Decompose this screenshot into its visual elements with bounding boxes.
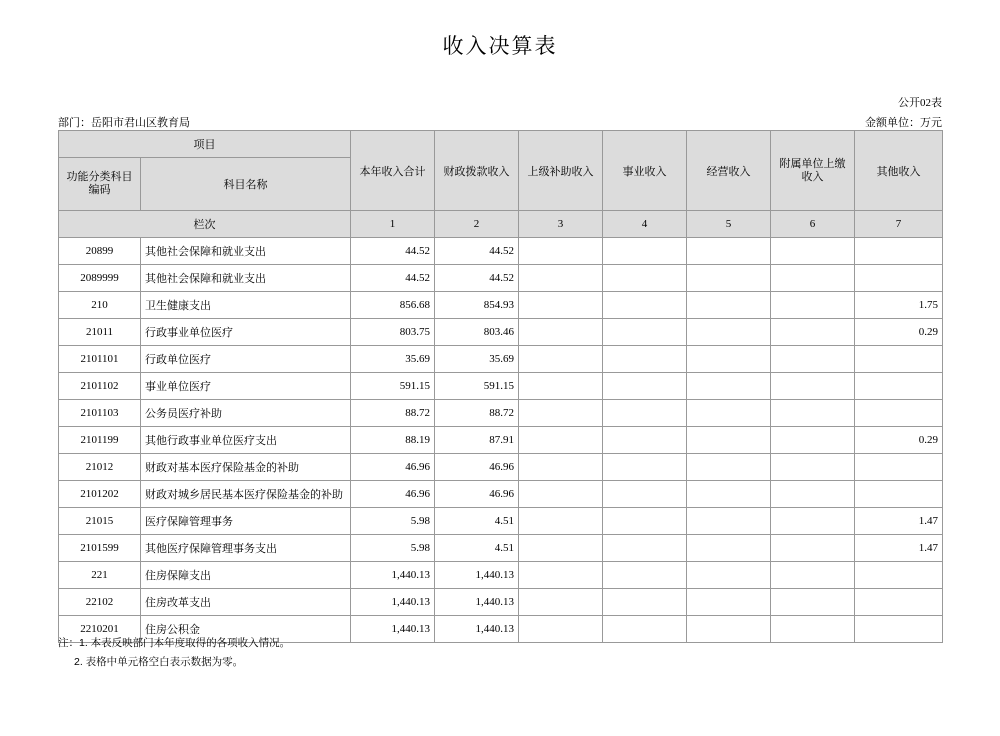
cell-value-4 xyxy=(603,616,687,643)
cell-subject-name: 行政单位医疗 xyxy=(141,346,351,373)
cell-value-5 xyxy=(687,400,771,427)
cell-value-5 xyxy=(687,346,771,373)
cell-value-1: 88.19 xyxy=(351,427,435,454)
cell-value-6 xyxy=(771,265,855,292)
cell-value-3 xyxy=(519,373,603,400)
cell-value-3 xyxy=(519,292,603,319)
cell-value-1: 35.69 xyxy=(351,346,435,373)
table-row xyxy=(59,454,943,481)
cell-func-code: 2101102 xyxy=(59,373,141,400)
cell-value-4 xyxy=(603,238,687,265)
cell-value-3 xyxy=(519,616,603,643)
cell-value-4 xyxy=(603,319,687,346)
col-number-6: 6 xyxy=(771,211,855,238)
cell-func-code: 2210201 xyxy=(59,616,141,643)
cell-value-4 xyxy=(603,346,687,373)
table-notes xyxy=(58,634,290,672)
cell-subject-name: 其他社会保障和就业支出 xyxy=(141,238,351,265)
header-col-1: 本年收入合计 xyxy=(351,131,435,211)
cell-value-6 xyxy=(771,454,855,481)
cell-value-7 xyxy=(855,481,943,508)
cell-func-code: 21015 xyxy=(59,508,141,535)
cell-func-code: 2101101 xyxy=(59,346,141,373)
cell-value-2: 44.52 xyxy=(435,238,519,265)
table-row xyxy=(59,238,943,265)
cell-value-3 xyxy=(519,319,603,346)
cell-value-5 xyxy=(687,292,771,319)
col-number-7: 7 xyxy=(855,211,943,238)
table-row xyxy=(59,562,943,589)
cell-value-5 xyxy=(687,508,771,535)
cell-value-7 xyxy=(855,454,943,481)
cell-subject-name: 卫生健康支出 xyxy=(141,292,351,319)
cell-value-3 xyxy=(519,454,603,481)
cell-value-6 xyxy=(771,319,855,346)
header-col-4: 事业收入 xyxy=(603,131,687,211)
cell-subject-name: 其他社会保障和就业支出 xyxy=(141,265,351,292)
cell-value-2: 87.91 xyxy=(435,427,519,454)
cell-subject-name: 事业单位医疗 xyxy=(141,373,351,400)
cell-value-4 xyxy=(603,265,687,292)
cell-func-code: 20899 xyxy=(59,238,141,265)
cell-value-6 xyxy=(771,535,855,562)
cell-func-code: 221 xyxy=(59,562,141,589)
cell-func-code: 2089999 xyxy=(59,265,141,292)
cell-subject-name: 住房公积金 xyxy=(141,616,351,643)
table-row xyxy=(59,319,943,346)
cell-value-1: 1,440.13 xyxy=(351,616,435,643)
cell-value-7 xyxy=(855,616,943,643)
table-row xyxy=(59,589,943,616)
cell-value-7: 1.47 xyxy=(855,535,943,562)
cell-value-5 xyxy=(687,562,771,589)
cell-subject-name: 财政对基本医疗保险基金的补助 xyxy=(141,454,351,481)
cell-value-2: 1,440.13 xyxy=(435,589,519,616)
cell-value-2: 1,440.13 xyxy=(435,616,519,643)
cell-value-7 xyxy=(855,562,943,589)
cell-subject-name: 行政事业单位医疗 xyxy=(141,319,351,346)
cell-func-code: 2101199 xyxy=(59,427,141,454)
cell-value-7 xyxy=(855,589,943,616)
cell-value-2: 803.46 xyxy=(435,319,519,346)
cell-value-3 xyxy=(519,400,603,427)
cell-subject-name: 公务员医疗补助 xyxy=(141,400,351,427)
cell-func-code: 210 xyxy=(59,292,141,319)
col-number-1: 1 xyxy=(351,211,435,238)
cell-subject-name: 住房保障支出 xyxy=(141,562,351,589)
cell-subject-name: 其他医疗保障管理事务支出 xyxy=(141,535,351,562)
cell-value-6 xyxy=(771,481,855,508)
col-number-3: 3 xyxy=(519,211,603,238)
cell-value-6 xyxy=(771,373,855,400)
cell-value-1: 44.52 xyxy=(351,265,435,292)
cell-value-3 xyxy=(519,238,603,265)
cell-value-3 xyxy=(519,346,603,373)
cell-value-5 xyxy=(687,454,771,481)
cell-value-6 xyxy=(771,346,855,373)
table-row xyxy=(59,508,943,535)
header-col-5: 经营收入 xyxy=(687,131,771,211)
cell-value-1: 44.52 xyxy=(351,238,435,265)
cell-value-2: 854.93 xyxy=(435,292,519,319)
cell-value-7: 1.47 xyxy=(855,508,943,535)
cell-value-7 xyxy=(855,400,943,427)
document-page xyxy=(0,30,1000,736)
header-func-code: 功能分类科目编码 xyxy=(59,158,141,211)
cell-value-2: 591.15 xyxy=(435,373,519,400)
cell-value-4 xyxy=(603,373,687,400)
col-number-4: 4 xyxy=(603,211,687,238)
header-group-item: 项目 xyxy=(59,131,351,158)
amount-unit-label: 金额单位：万元 xyxy=(865,117,942,129)
col-number-2: 2 xyxy=(435,211,519,238)
cell-value-4 xyxy=(603,481,687,508)
cell-value-6 xyxy=(771,562,855,589)
cell-value-4 xyxy=(603,292,687,319)
cell-value-7: 0.29 xyxy=(855,427,943,454)
cell-value-7 xyxy=(855,238,943,265)
cell-value-2: 4.51 xyxy=(435,508,519,535)
cell-value-1: 1,440.13 xyxy=(351,589,435,616)
cell-value-1: 88.72 xyxy=(351,400,435,427)
cell-value-4 xyxy=(603,400,687,427)
cell-value-4 xyxy=(603,589,687,616)
cell-func-code: 2101103 xyxy=(59,400,141,427)
table-row xyxy=(59,427,943,454)
header-col-7: 其他收入 xyxy=(855,131,943,211)
table-row xyxy=(59,481,943,508)
cell-value-3 xyxy=(519,427,603,454)
cell-value-4 xyxy=(603,508,687,535)
header-col-6: 附属单位上缴收入 xyxy=(771,131,855,211)
table-row xyxy=(59,265,943,292)
cell-subject-name: 住房改革支出 xyxy=(141,589,351,616)
cell-value-3 xyxy=(519,508,603,535)
cell-value-5 xyxy=(687,481,771,508)
cell-value-7: 0.29 xyxy=(855,319,943,346)
cell-value-1: 46.96 xyxy=(351,481,435,508)
cell-value-6 xyxy=(771,508,855,535)
cell-value-2: 88.72 xyxy=(435,400,519,427)
cell-value-1: 46.96 xyxy=(351,454,435,481)
cell-value-3 xyxy=(519,562,603,589)
cell-value-1: 5.98 xyxy=(351,535,435,562)
table-row xyxy=(59,373,943,400)
cell-value-1: 5.98 xyxy=(351,508,435,535)
cell-func-code: 21012 xyxy=(59,454,141,481)
header-subject-name: 科目名称 xyxy=(141,158,351,211)
cell-value-4 xyxy=(603,454,687,481)
cell-subject-name: 其他行政事业单位医疗支出 xyxy=(141,427,351,454)
cell-func-code: 22102 xyxy=(59,589,141,616)
cell-value-5 xyxy=(687,616,771,643)
cell-value-7: 1.75 xyxy=(855,292,943,319)
cell-value-3 xyxy=(519,481,603,508)
cell-value-2: 4.51 xyxy=(435,535,519,562)
table-row xyxy=(59,400,943,427)
cell-value-1: 591.15 xyxy=(351,373,435,400)
cell-value-7 xyxy=(855,346,943,373)
cell-value-2: 35.69 xyxy=(435,346,519,373)
cell-value-3 xyxy=(519,589,603,616)
cell-value-1: 856.68 xyxy=(351,292,435,319)
header-col-3: 上级补助收入 xyxy=(519,131,603,211)
cell-value-2: 44.52 xyxy=(435,265,519,292)
cell-value-5 xyxy=(687,265,771,292)
cell-func-code: 21011 xyxy=(59,319,141,346)
cell-value-5 xyxy=(687,373,771,400)
cell-value-2: 46.96 xyxy=(435,481,519,508)
department-label: 部门：岳阳市君山区教育局 xyxy=(58,117,190,129)
cell-value-3 xyxy=(519,265,603,292)
cell-value-5 xyxy=(687,238,771,265)
note-2: 2. 表格中单元格空白表示数据为零。 xyxy=(74,656,244,668)
cell-value-6 xyxy=(771,238,855,265)
cell-subject-name: 财政对城乡居民基本医疗保险基金的补助 xyxy=(141,481,351,508)
cell-value-6 xyxy=(771,400,855,427)
cell-value-5 xyxy=(687,319,771,346)
cell-value-7 xyxy=(855,373,943,400)
table-body xyxy=(59,238,943,643)
cell-value-6 xyxy=(771,616,855,643)
cell-value-7 xyxy=(855,265,943,292)
cell-value-2: 1,440.13 xyxy=(435,562,519,589)
page-title: 收入决算表 xyxy=(442,34,558,58)
table-row-index xyxy=(59,211,943,238)
cell-subject-name: 医疗保障管理事务 xyxy=(141,508,351,535)
cell-value-2: 46.96 xyxy=(435,454,519,481)
table-header-row-group xyxy=(59,131,943,158)
cell-value-4 xyxy=(603,562,687,589)
row-index-label: 栏次 xyxy=(59,211,351,238)
header-col-2: 财政拨款收入 xyxy=(435,131,519,211)
table-row xyxy=(59,346,943,373)
cell-func-code: 2101599 xyxy=(59,535,141,562)
note-1: 注：1. 本表反映部门本年度取得的各项收入情况。 xyxy=(58,637,291,649)
cell-value-6 xyxy=(771,589,855,616)
cell-value-6 xyxy=(771,427,855,454)
cell-value-5 xyxy=(687,535,771,562)
cell-value-4 xyxy=(603,535,687,562)
table-row xyxy=(59,292,943,319)
cell-value-3 xyxy=(519,535,603,562)
cell-value-5 xyxy=(687,589,771,616)
cell-func-code: 2101202 xyxy=(59,481,141,508)
form-label: 公开02表 xyxy=(898,97,942,109)
cell-value-6 xyxy=(771,292,855,319)
col-number-5: 5 xyxy=(687,211,771,238)
cell-value-1: 1,440.13 xyxy=(351,562,435,589)
table-row xyxy=(59,535,943,562)
income-final-accounts-table xyxy=(58,130,943,643)
cell-value-4 xyxy=(603,427,687,454)
cell-value-1: 803.75 xyxy=(351,319,435,346)
cell-value-5 xyxy=(687,427,771,454)
